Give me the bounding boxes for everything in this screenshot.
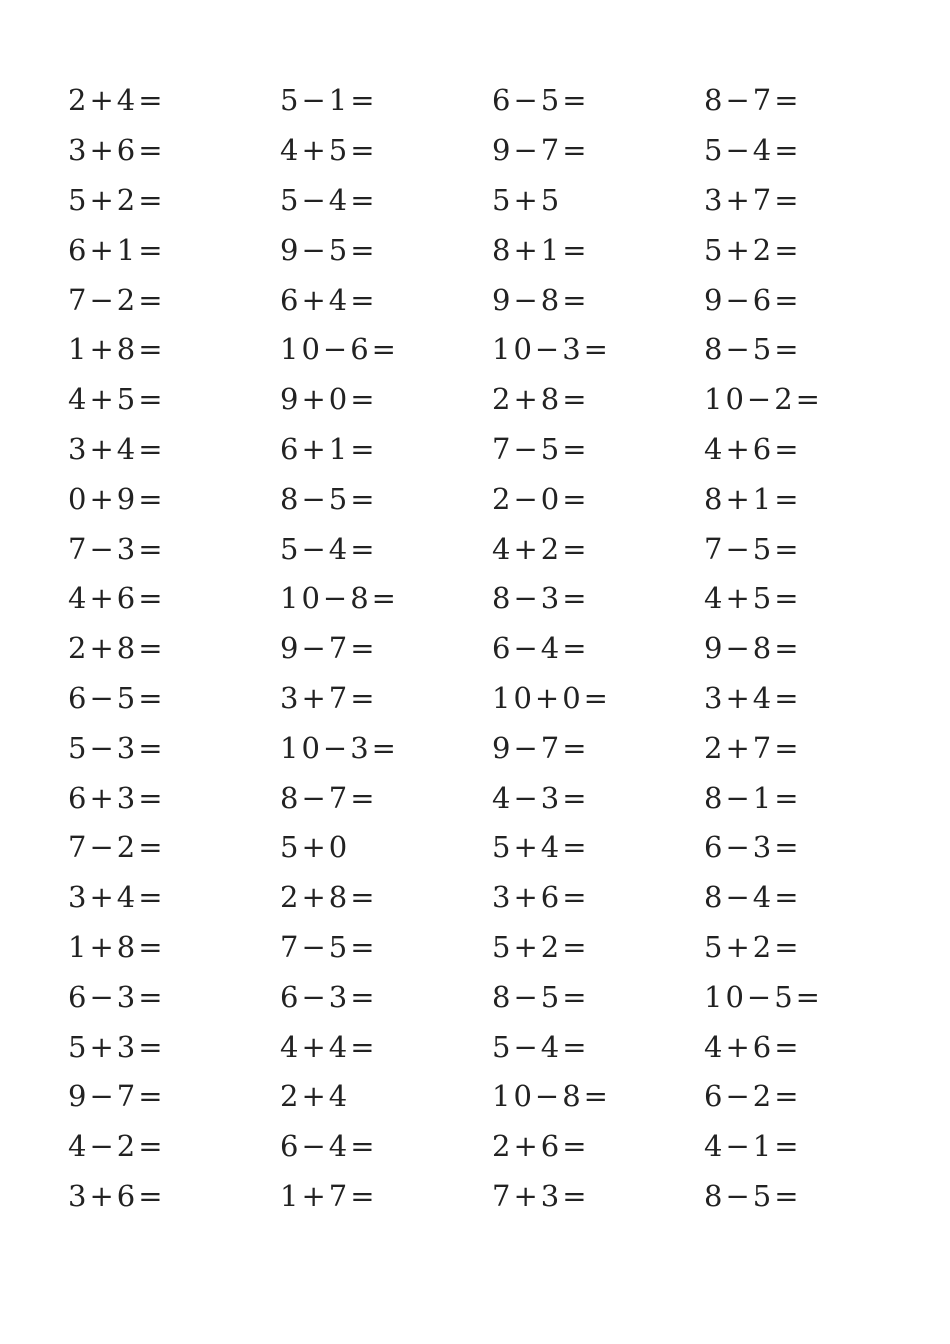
math-problem: 5−4=: [280, 531, 378, 566]
math-problem: 2+8=: [492, 382, 590, 417]
math-problem: 10−8=: [492, 1079, 611, 1114]
math-problem: 9−6=: [704, 282, 802, 317]
math-problem: 7−5=: [492, 431, 590, 466]
math-problem: 9−7=: [280, 631, 378, 666]
math-problem: 8−5=: [704, 1178, 802, 1213]
problem-row: [68, 624, 928, 674]
math-problem: 6+4=: [280, 282, 378, 317]
math-problem: 9−8=: [704, 631, 802, 666]
problem-row: [68, 524, 928, 574]
math-problem: 7−3=: [68, 531, 166, 566]
math-problem: 5+2=: [704, 929, 802, 964]
problem-row: [68, 375, 928, 425]
problem-row: [68, 425, 928, 475]
math-problem: 6−5=: [492, 83, 590, 118]
math-problem: 8+1=: [704, 481, 802, 516]
math-problem: 4+5=: [280, 133, 378, 168]
math-problem: 5−4=: [704, 133, 802, 168]
problem-row: [68, 474, 928, 524]
problem-row: [68, 275, 928, 325]
math-problem: 5−4=: [280, 182, 378, 217]
math-problem: 4+6=: [704, 431, 802, 466]
math-problem: 3+6=: [68, 1178, 166, 1213]
problem-row: [68, 723, 928, 773]
math-problem: 10−5=: [704, 979, 823, 1014]
problem-row: [68, 574, 928, 624]
problem-row: [68, 773, 928, 823]
math-problem: 4+2=: [492, 531, 590, 566]
problem-row: [68, 923, 928, 973]
problem-row: [68, 325, 928, 375]
problem-row: [68, 873, 928, 923]
problem-row: [68, 1022, 928, 1072]
math-problem: 8−7=: [280, 780, 378, 815]
problem-row: [68, 176, 928, 226]
math-problem: 8−3=: [492, 581, 590, 616]
math-problem: 3+4=: [68, 431, 166, 466]
math-problem: 6+3=: [68, 780, 166, 815]
math-problem: 2+4: [280, 1079, 351, 1114]
math-problem: 1+7=: [280, 1178, 378, 1213]
math-problem: 6−3=: [68, 979, 166, 1014]
math-problem: 7−5=: [280, 929, 378, 964]
math-problem: 6−3=: [704, 830, 802, 865]
math-problem: 3+7=: [280, 680, 378, 715]
math-problem: 6+1=: [280, 431, 378, 466]
problem-row: [68, 972, 928, 1022]
math-problem: 7−2=: [68, 282, 166, 317]
math-problem: 5+2=: [492, 929, 590, 964]
math-problem: 3+4=: [704, 680, 802, 715]
math-problem: 2+4=: [68, 83, 166, 118]
problem-row: [68, 76, 928, 126]
math-problem: 9−5=: [280, 232, 378, 267]
math-problem: 8−4=: [704, 880, 802, 915]
math-problem: 6−4=: [280, 1129, 378, 1164]
problem-row: [68, 1122, 928, 1172]
math-problem: 5−1=: [280, 83, 378, 118]
math-problem: 8−5=: [492, 979, 590, 1014]
math-problem: 9−7=: [492, 730, 590, 765]
math-problem: 5+4=: [492, 830, 590, 865]
math-problem: 9−7=: [68, 1079, 166, 1114]
math-problem: 6−2=: [704, 1079, 802, 1114]
math-problem: 5−4=: [492, 1029, 590, 1064]
math-problem: 7−2=: [68, 830, 166, 865]
math-problem: 10−6=: [280, 332, 399, 367]
problem-row: [68, 674, 928, 724]
arithmetic-worksheet: [68, 76, 928, 1221]
math-problem: 9−8=: [492, 282, 590, 317]
math-problem: 4+5=: [68, 382, 166, 417]
math-problem: 3+6=: [492, 880, 590, 915]
math-problem: 4+6=: [68, 581, 166, 616]
math-problem: 9−7=: [492, 133, 590, 168]
math-problem: 6−5=: [68, 680, 166, 715]
math-problem: 8−1=: [704, 780, 802, 815]
math-problem: 10−3=: [280, 730, 399, 765]
math-problem: 2+8=: [68, 631, 166, 666]
math-problem: 2+8=: [280, 880, 378, 915]
math-problem: 1+8=: [68, 929, 166, 964]
math-problem: 4+4=: [280, 1029, 378, 1064]
math-problem: 3+4=: [68, 880, 166, 915]
problem-row: [68, 126, 928, 176]
math-problem: 8−5=: [280, 481, 378, 516]
math-problem: 5+2=: [704, 232, 802, 267]
math-problem: 2−0=: [492, 481, 590, 516]
math-problem: 7+3=: [492, 1178, 590, 1213]
math-problem: 5+0: [280, 830, 351, 865]
math-problem: 5+2=: [68, 182, 166, 217]
math-problem: 8−7=: [704, 83, 802, 118]
math-problem: 4−3=: [492, 780, 590, 815]
math-problem: 2+6=: [492, 1129, 590, 1164]
math-problem: 0+9=: [68, 481, 166, 516]
math-problem: 2+7=: [704, 730, 802, 765]
math-problem: 5+3=: [68, 1029, 166, 1064]
math-problem: 3+6=: [68, 133, 166, 168]
math-problem: 10+0=: [492, 680, 611, 715]
math-problem: 4+6=: [704, 1029, 802, 1064]
math-problem: 4+5=: [704, 581, 802, 616]
math-problem: 6+1=: [68, 232, 166, 267]
math-problem: 10−8=: [280, 581, 399, 616]
math-problem: 9+0=: [280, 382, 378, 417]
math-problem: 3+7=: [704, 182, 802, 217]
math-problem: 7−5=: [704, 531, 802, 566]
math-problem: 8+1=: [492, 232, 590, 267]
problem-row: [68, 823, 928, 873]
problem-row: [68, 1172, 928, 1222]
math-problem: 6−3=: [280, 979, 378, 1014]
math-problem: 1+8=: [68, 332, 166, 367]
math-problem: 6−4=: [492, 631, 590, 666]
math-problem: 10−2=: [704, 382, 823, 417]
math-problem: 4−2=: [68, 1129, 166, 1164]
math-problem: 5+5: [492, 182, 563, 217]
math-problem: 8−5=: [704, 332, 802, 367]
math-problem: 5−3=: [68, 730, 166, 765]
math-problem: 10−3=: [492, 332, 611, 367]
problem-row: [68, 1072, 928, 1122]
math-problem: 4−1=: [704, 1129, 802, 1164]
problem-row: [68, 225, 928, 275]
